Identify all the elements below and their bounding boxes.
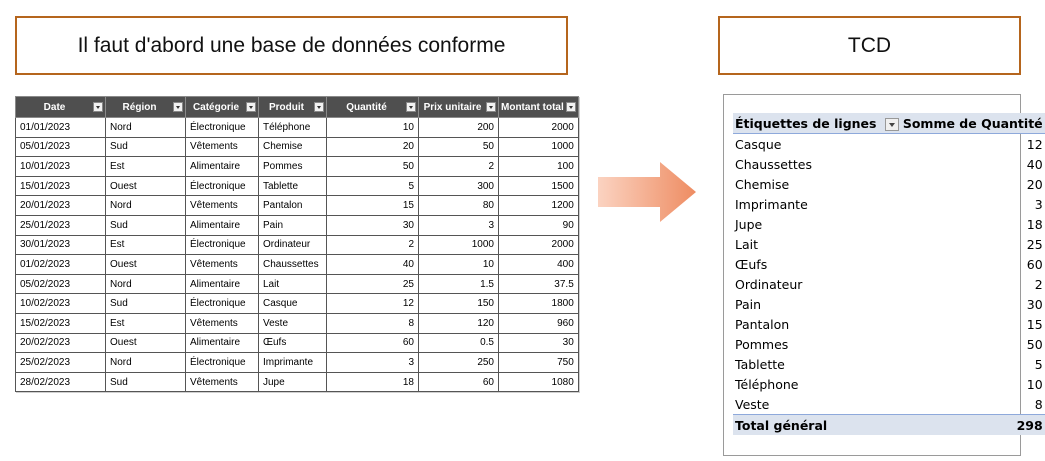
chevron-down-icon[interactable] xyxy=(173,102,183,112)
table-cell[interactable]: 50 xyxy=(419,137,499,157)
table-cell[interactable]: 300 xyxy=(419,176,499,196)
pivot-row-label[interactable]: Téléphone xyxy=(735,376,799,392)
table-cell[interactable]: 37.5 xyxy=(499,274,579,294)
table-cell[interactable]: 18 xyxy=(327,372,419,392)
table-cell[interactable]: 8 xyxy=(327,313,419,333)
table-cell[interactable]: Vêtements xyxy=(186,372,259,392)
table-row xyxy=(16,235,579,255)
chevron-down-icon[interactable] xyxy=(885,118,899,131)
pivot-table-panel xyxy=(723,94,1043,456)
table-cell[interactable]: Pain xyxy=(259,215,327,235)
table-cell[interactable]: Ouest xyxy=(106,255,186,275)
table-cell[interactable]: 25/02/2023 xyxy=(16,353,106,373)
chevron-down-icon[interactable] xyxy=(314,102,324,112)
table-cell[interactable]: 120 xyxy=(419,313,499,333)
table-cell[interactable]: 60 xyxy=(327,333,419,353)
source-header-row xyxy=(16,97,579,118)
table-cell[interactable]: Œufs xyxy=(259,333,327,353)
table-cell[interactable]: Ouest xyxy=(106,333,186,353)
table-row xyxy=(16,274,579,294)
table-cell[interactable]: Électronique xyxy=(186,353,259,373)
right-title-box xyxy=(718,16,1021,75)
column-header xyxy=(186,97,259,118)
pivot-row xyxy=(733,294,1045,314)
table-row xyxy=(16,137,579,157)
pivot-row xyxy=(733,194,1045,214)
table-cell[interactable]: 1080 xyxy=(499,372,579,392)
pivot-row-value[interactable]: 2 xyxy=(1034,276,1043,292)
pivot-row-label[interactable]: Lait xyxy=(735,236,758,252)
table-row xyxy=(16,353,579,373)
table-cell[interactable]: Alimentaire xyxy=(186,274,259,294)
table-cell[interactable]: Électronique xyxy=(186,176,259,196)
pivot-row-value[interactable]: 5 xyxy=(1034,356,1043,372)
table-row xyxy=(16,196,579,216)
arrow-right-icon xyxy=(596,160,698,224)
table-cell[interactable]: 30 xyxy=(499,333,579,353)
pivot-row-value[interactable]: 10 xyxy=(1026,376,1043,392)
column-header-label: Catégorie xyxy=(192,101,240,113)
table-cell[interactable]: Nord xyxy=(106,118,186,138)
table-cell[interactable]: Est xyxy=(106,313,186,333)
column-header-label: Quantité xyxy=(346,101,387,113)
table-row xyxy=(16,118,579,138)
chevron-down-icon[interactable] xyxy=(246,102,256,112)
table-cell[interactable]: Vêtements xyxy=(186,137,259,157)
table-cell[interactable]: Pantalon xyxy=(259,196,327,216)
pivot-row-header-label: Étiquettes de lignes xyxy=(735,115,877,131)
table-cell[interactable]: 90 xyxy=(499,215,579,235)
table-cell[interactable]: Vêtements xyxy=(186,196,259,216)
column-header-label: Produit xyxy=(269,101,304,113)
table-row xyxy=(16,176,579,196)
column-header xyxy=(419,97,499,118)
table-cell[interactable]: 80 xyxy=(419,196,499,216)
pivot-row-value[interactable]: 12 xyxy=(1026,136,1043,152)
table-cell[interactable]: 2 xyxy=(419,157,499,177)
chevron-down-icon[interactable] xyxy=(93,102,103,112)
table-cell[interactable]: 10 xyxy=(419,255,499,275)
table-cell[interactable]: 10 xyxy=(327,118,419,138)
table-cell[interactable]: Chaussettes xyxy=(259,255,327,275)
table-cell[interactable]: 05/01/2023 xyxy=(16,137,106,157)
pivot-total-row xyxy=(733,415,1045,436)
table-cell[interactable]: 15/02/2023 xyxy=(16,313,106,333)
table-cell[interactable]: Nord xyxy=(106,196,186,216)
table-cell[interactable]: 30/01/2023 xyxy=(16,235,106,255)
pivot-row xyxy=(733,154,1045,174)
table-cell[interactable]: 40 xyxy=(327,255,419,275)
pivot-row-value[interactable]: 3 xyxy=(1034,196,1043,212)
table-cell[interactable]: 01/02/2023 xyxy=(16,255,106,275)
table-row xyxy=(16,157,579,177)
table-row xyxy=(16,255,579,275)
table-cell[interactable]: 25 xyxy=(327,274,419,294)
table-cell[interactable]: Ouest xyxy=(106,176,186,196)
table-cell[interactable]: 250 xyxy=(419,353,499,373)
column-header xyxy=(106,97,186,118)
pivot-row xyxy=(733,374,1045,394)
column-header-label: Date xyxy=(43,101,66,113)
table-cell[interactable]: Téléphone xyxy=(259,118,327,138)
table-cell[interactable]: 15/01/2023 xyxy=(16,176,106,196)
pivot-row-value[interactable]: 20 xyxy=(1026,176,1043,192)
table-cell[interactable]: Imprimante xyxy=(259,353,327,373)
pivot-row xyxy=(733,314,1045,334)
pivot-row-label[interactable]: Jupe xyxy=(735,216,763,232)
table-row xyxy=(16,333,579,353)
pivot-value-header: Somme de Quantité xyxy=(901,113,1045,134)
pivot-row-label[interactable]: Pantalon xyxy=(735,316,790,332)
source-data-table xyxy=(15,96,579,392)
right-title-text: TCD xyxy=(847,33,892,57)
pivot-row xyxy=(733,354,1045,374)
column-header-label: Montant total xyxy=(501,101,564,113)
column-header-label: Prix unitaire xyxy=(423,101,482,113)
table-cell[interactable]: Alimentaire xyxy=(186,215,259,235)
pivot-row-label[interactable]: Tablette xyxy=(735,356,785,372)
table-cell[interactable]: 5 xyxy=(327,176,419,196)
table-cell[interactable]: 50 xyxy=(327,157,419,177)
table-row xyxy=(16,313,579,333)
pivot-row-value[interactable]: 30 xyxy=(1026,296,1043,312)
pivot-row xyxy=(733,214,1045,234)
column-header xyxy=(327,97,419,118)
table-cell[interactable]: Sud xyxy=(106,137,186,157)
column-header xyxy=(16,97,106,118)
table-cell[interactable]: Électronique xyxy=(186,118,259,138)
table-row xyxy=(16,215,579,235)
pivot-row xyxy=(733,394,1045,415)
chevron-down-icon[interactable] xyxy=(486,102,496,112)
table-cell[interactable]: Sud xyxy=(106,215,186,235)
table-cell[interactable]: 1000 xyxy=(419,235,499,255)
table-cell[interactable]: Vêtements xyxy=(186,313,259,333)
chevron-down-icon[interactable] xyxy=(406,102,416,112)
table-cell[interactable]: 05/02/2023 xyxy=(16,274,106,294)
table-cell[interactable]: 100 xyxy=(499,157,579,177)
table-row xyxy=(16,372,579,392)
pivot-row xyxy=(733,134,1045,155)
pivot-row-label[interactable]: Pommes xyxy=(735,336,789,352)
pivot-row-value[interactable]: 18 xyxy=(1026,216,1043,232)
source-body xyxy=(16,118,579,392)
pivot-row xyxy=(733,254,1045,274)
table-cell[interactable]: 2 xyxy=(327,235,419,255)
table-cell[interactable]: 25/01/2023 xyxy=(16,215,106,235)
table-cell[interactable]: 200 xyxy=(419,118,499,138)
column-header xyxy=(499,97,579,118)
pivot-row-value[interactable]: 40 xyxy=(1026,156,1043,172)
table-cell[interactable]: 20/01/2023 xyxy=(16,196,106,216)
left-title-box xyxy=(15,16,568,75)
table-cell[interactable]: 12 xyxy=(327,294,419,314)
pivot-row-label[interactable]: Chemise xyxy=(735,176,790,192)
column-header-label: Région xyxy=(122,101,157,113)
chevron-down-icon[interactable] xyxy=(566,102,576,112)
table-cell[interactable]: 2000 xyxy=(499,235,579,255)
table-cell[interactable]: 28/02/2023 xyxy=(16,372,106,392)
table-cell[interactable]: Vêtements xyxy=(186,255,259,275)
table-cell[interactable]: 01/01/2023 xyxy=(16,118,106,138)
table-cell[interactable]: 3 xyxy=(419,215,499,235)
table-cell[interactable]: Est xyxy=(106,157,186,177)
table-cell[interactable]: Jupe xyxy=(259,372,327,392)
table-cell[interactable]: 1500 xyxy=(499,176,579,196)
table-cell[interactable]: Lait xyxy=(259,274,327,294)
pivot-row xyxy=(733,234,1045,254)
table-cell[interactable]: 960 xyxy=(499,313,579,333)
table-cell[interactable]: 1800 xyxy=(499,294,579,314)
table-cell[interactable]: 0.5 xyxy=(419,333,499,353)
table-cell[interactable]: 2000 xyxy=(499,118,579,138)
table-cell[interactable]: Alimentaire xyxy=(186,333,259,353)
column-header xyxy=(259,97,327,118)
table-cell[interactable]: Ordinateur xyxy=(259,235,327,255)
pivot-row-label[interactable]: Chaussettes xyxy=(735,156,812,172)
pivot-row-label[interactable]: Pain xyxy=(735,296,762,312)
pivot-row-value[interactable]: 60 xyxy=(1026,256,1043,272)
table-cell[interactable]: Nord xyxy=(106,353,186,373)
table-cell[interactable]: 20/02/2023 xyxy=(16,333,106,353)
table-cell[interactable]: Casque xyxy=(259,294,327,314)
pivot-row-label[interactable]: Imprimante xyxy=(735,196,808,212)
table-cell[interactable]: Est xyxy=(106,235,186,255)
table-cell[interactable]: 1000 xyxy=(499,137,579,157)
table-cell[interactable]: Nord xyxy=(106,274,186,294)
table-cell[interactable]: 3 xyxy=(327,353,419,373)
table-cell[interactable]: 20 xyxy=(327,137,419,157)
pivot-row xyxy=(733,274,1045,294)
pivot-row-value[interactable]: 15 xyxy=(1026,316,1043,332)
table-cell[interactable]: 10/02/2023 xyxy=(16,294,106,314)
table-cell[interactable]: Sud xyxy=(106,372,186,392)
pivot-row-labels-header xyxy=(733,113,901,134)
pivot-row-value[interactable]: 8 xyxy=(1034,396,1043,412)
table-cell[interactable]: Pommes xyxy=(259,157,327,177)
pivot-row-label[interactable]: Veste xyxy=(735,396,770,412)
pivot-row-value[interactable]: 25 xyxy=(1026,236,1043,252)
table-cell[interactable]: 15 xyxy=(327,196,419,216)
table-cell[interactable]: 10/01/2023 xyxy=(16,157,106,177)
pivot-total-label: Total général xyxy=(733,415,901,436)
table-cell[interactable]: Alimentaire xyxy=(186,157,259,177)
table-cell[interactable]: 150 xyxy=(419,294,499,314)
pivot-table xyxy=(733,113,1045,435)
pivot-body xyxy=(733,134,1045,415)
pivot-total-value: 298 xyxy=(901,415,1045,436)
table-cell[interactable]: 60 xyxy=(419,372,499,392)
table-cell[interactable]: Électronique xyxy=(186,294,259,314)
table-cell[interactable]: Sud xyxy=(106,294,186,314)
table-cell[interactable]: Chemise xyxy=(259,137,327,157)
table-cell[interactable]: 1200 xyxy=(499,196,579,216)
table-cell[interactable]: Tablette xyxy=(259,176,327,196)
pivot-row xyxy=(733,174,1045,194)
table-cell[interactable]: Veste xyxy=(259,313,327,333)
table-cell[interactable]: 30 xyxy=(327,215,419,235)
pivot-header-row xyxy=(733,113,1045,134)
pivot-row-label[interactable]: Ordinateur xyxy=(735,276,803,292)
pivot-row-value[interactable]: 50 xyxy=(1026,336,1043,352)
table-row xyxy=(16,294,579,314)
left-title-text: Il faut d'abord une base de données conforme xyxy=(77,33,506,57)
pivot-row-label[interactable]: Œufs xyxy=(735,256,768,272)
pivot-row-label[interactable]: Casque xyxy=(735,136,782,152)
table-cell[interactable]: 1.5 xyxy=(419,274,499,294)
pivot-row xyxy=(733,334,1045,354)
table-cell[interactable]: 750 xyxy=(499,353,579,373)
table-cell[interactable]: 400 xyxy=(499,255,579,275)
table-cell[interactable]: Électronique xyxy=(186,235,259,255)
